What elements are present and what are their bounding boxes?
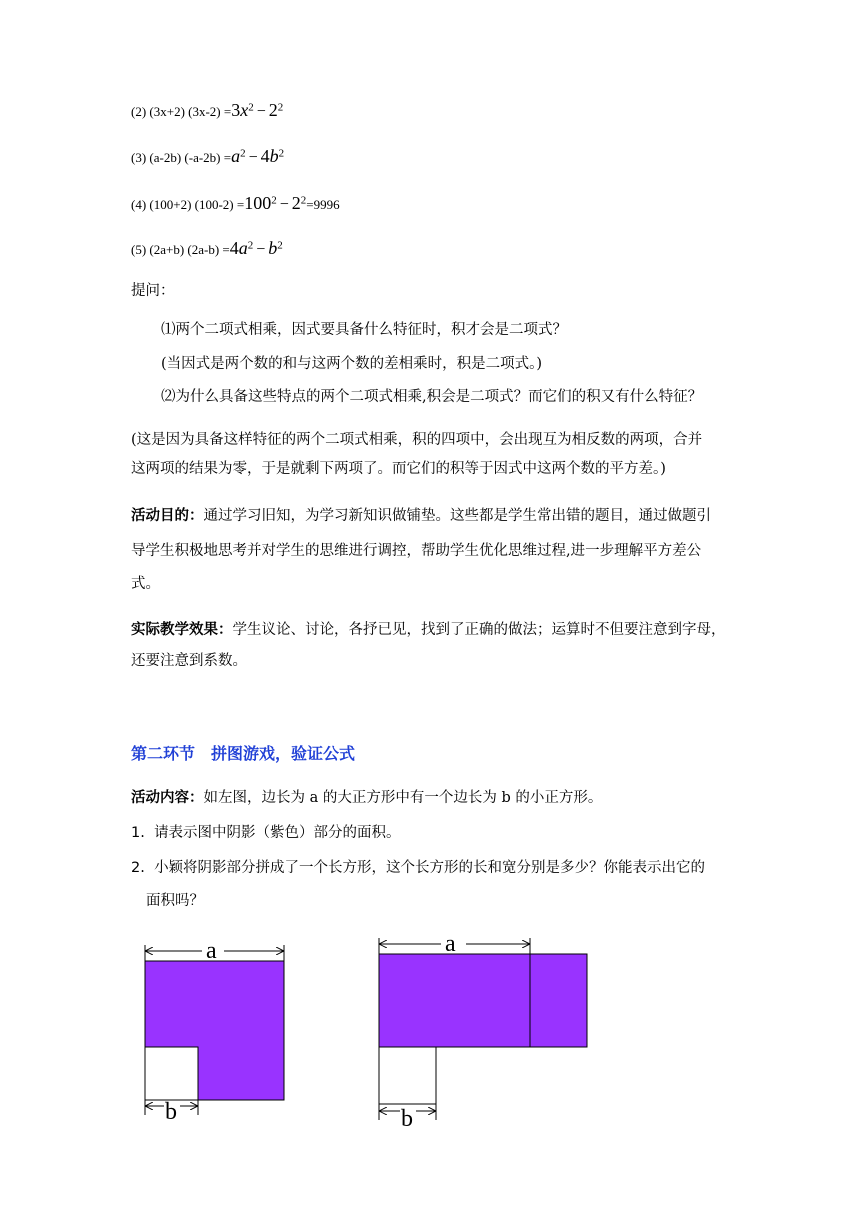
label-a-right: a <box>445 931 456 957</box>
exponent: 2 <box>247 239 254 252</box>
equation-lead: (2) (3x+2) (3x-2) = <box>131 104 232 119</box>
equation-lead: (4) (100+2) (100-2) = <box>131 197 245 212</box>
question-2: ⑵为什么具备这些特点的两个二项式相乘,积会是二项式？而它们的积又有什么特征？ <box>161 389 703 405</box>
term-coef: 2 <box>268 100 278 120</box>
exponent: 2 <box>277 101 284 114</box>
left-figure <box>145 938 284 1125</box>
equation-lead: (3) (a-2b) (-a-2b) = <box>131 150 232 165</box>
item-2-text: 小颖将阴影部分拼成了一个长方形，这个长方形的长和宽分别是多少？你能表示出它的 <box>154 860 706 876</box>
minus-sign: − <box>256 241 266 258</box>
minus-sign: − <box>248 149 258 166</box>
question-1: ⑴两个二项式相乘，因式要具备什么特征时，积才会是二项式？ <box>161 322 567 338</box>
exponent: 2 <box>240 147 246 160</box>
label-a-left: a <box>206 938 217 964</box>
small-square-left <box>145 1047 198 1100</box>
item-2-dot: . <box>140 860 145 876</box>
answer-2-line-2: 这两项的结果为零，于是就剩下两项了。而它们的积等于因式中这两个数的平方差。) <box>131 461 666 477</box>
purpose-line-2: 导学生积极地思考并对学生的思维进行调控，帮助学生优化思维过程,进一步理解平方差公 <box>131 543 702 559</box>
content-label: 活动内容： <box>131 790 204 806</box>
purpose-text: 通过学习旧知，为学习新知识做铺垫。这些都是学生常出错的题目，通过做题引 <box>203 508 711 524</box>
minus-sign: − <box>279 196 289 213</box>
item-2-line-2: 面积吗？ <box>146 893 204 909</box>
exponent: 2 <box>278 147 285 160</box>
purpose-line-3: 式。 <box>131 576 160 592</box>
label-b-left: b <box>165 1099 177 1125</box>
minus-sign: − <box>256 103 266 120</box>
equation-lead: (5) (2a+b) (2a-b) = <box>131 242 230 257</box>
content-text: 如左图，边长为 a 的大正方形中有一个边长为 b 的小正方形。 <box>203 790 603 806</box>
question-label: 提问： <box>131 283 175 299</box>
shaded-rectangle-right <box>379 954 530 1047</box>
term-var: x <box>240 100 249 120</box>
equation-tail: =9996 <box>306 197 340 212</box>
answer-1: (当因式是两个数的和与这两个数的差相乘时，积是二项式。) <box>161 356 543 372</box>
exponent: 2 <box>271 194 277 207</box>
term-coef: 2 <box>291 193 301 213</box>
label-b-right: b <box>401 1106 413 1132</box>
right-figure <box>379 931 587 1132</box>
exponent: 2 <box>248 101 254 114</box>
answer-2-line-1: (这是因为具备这样特征的两个二项式相乘，积的四项中，会出现互为相反数的两项，合并 <box>131 432 703 448</box>
term-coef: 4 <box>260 146 270 166</box>
small-square-right <box>379 1047 436 1104</box>
effect-line-2: 还要注意到系数。 <box>131 653 247 669</box>
item-1-number: 1 <box>131 825 141 841</box>
term-var: a <box>231 146 241 166</box>
item-1-dot: . <box>140 825 145 841</box>
purpose-label: 活动目的： <box>131 508 204 524</box>
term-var: a <box>238 238 248 258</box>
term-var: b <box>268 238 278 258</box>
item-2-number: 2 <box>131 860 141 876</box>
term-coef: 3 <box>231 100 241 120</box>
shaded-strip-right <box>530 954 587 1047</box>
effect-text: 学生议论、讨论，各抒已见，找到了正确的做法；运算时不但要注意到字母， <box>232 622 726 638</box>
exponent: 2 <box>300 194 307 207</box>
term-coef: 4 <box>229 238 239 258</box>
term-var: b <box>269 146 279 166</box>
effect-label: 实际教学效果： <box>131 622 233 638</box>
item-1-text: 请表示图中阴影（紫色）部分的面积。 <box>154 825 401 841</box>
exponent: 2 <box>277 239 283 252</box>
term-coef: 100 <box>244 193 272 213</box>
section-title: 第二环节 拼图游戏，验证公式 <box>131 744 356 763</box>
